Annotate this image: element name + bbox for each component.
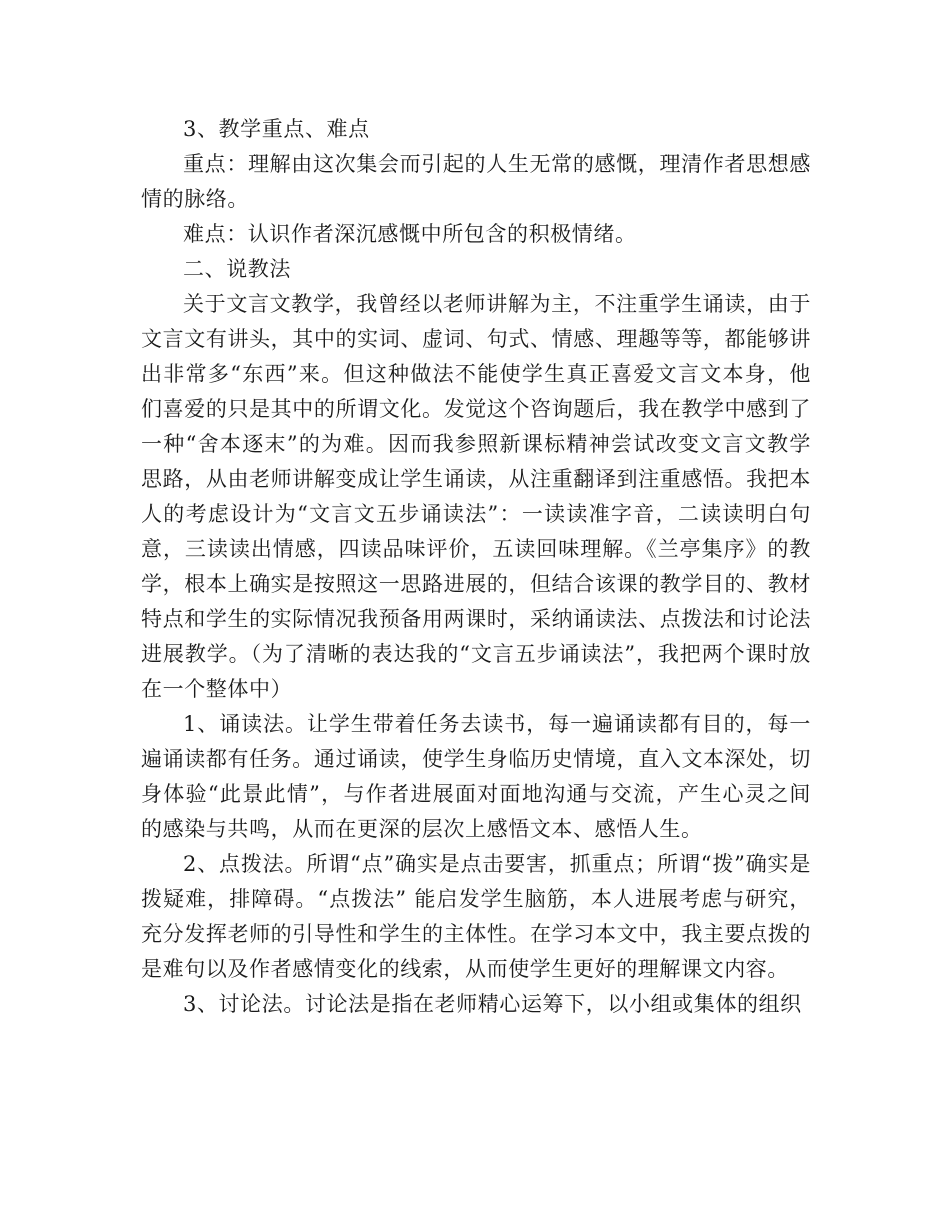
paragraph-recitation-method: 1、诵读法。让学生带着任务去读书，每一遍诵读都有目的，每一遍诵读都有任务。通过诵读，使学生身临历史情境，直入文本深处，切身体验“此景此情”，与作者进展面对面地沟通与交流，产生心灵之间的感染与共鸣，从而在更深的层次上感悟文本、感悟人生。 <box>141 712 811 841</box>
section-heading-teaching-focus: 3、教学重点、难点 <box>183 117 370 141</box>
paragraph-difficult-point: 难点：认识作者深沉感慨中所包含的积极情绪。 <box>183 222 637 246</box>
document-body <box>141 112 811 1022</box>
paragraph-discussion-method: 3、讨论法。讨论法是指在老师精心运筹下，以小组或集体的组织 <box>183 992 802 1016</box>
paragraph-guidance-method: 2、点拨法。所谓“点”确实是点击要害，抓重点；所谓“拨”确实是拨疑难，排障碍。“点拨法” 能启发学生脑筋，本人进展考虑与研究，充分发挥老师的引导性和学生的主体性。在学习本文中，我主要点拨的是难句以及作者感情变化的线索，从而使学生更好的理解课文内容。 <box>141 852 811 981</box>
section-heading-teaching-method: 二、说教法 <box>183 257 291 281</box>
paragraph-key-point: 重点：理解由这次集会而引起的人生无常的感慨，理清作者思想感情的脉络。 <box>141 152 811 211</box>
paragraph-classical-chinese-teaching: 关于文言文教学，我曾经以老师讲解为主，不注重学生诵读，由于文言文有讲头，其中的实词、虚词、句式、情感、理趣等等，都能够讲出非常多“东西”来。但这种做法不能使学生真正喜爱文言文本身，他们喜爱的只是其中的所谓文化。发觉这个咨询题后，我在教学中感到了一种“舍本逐末”的为难。因而我参照新课标精神尝试改变文言文教学思路，从由老师讲解变成让学生诵读，从注重翻译到注重感悟。我把本人的考虑设计为“文言文五步诵读法”：一读读准字音，二读读明白句意，三读读出情感，四读品味评价，五读回味理解。《兰亭集序》的教学，根本上确实是按照这一思路进展的，但结合该课的教学目的、教材特点和学生的实际情况我预备用两课时，采纳诵读法、点拨法和讨论法进展教学。（为了清晰的表达我的“文言五步诵读法”，我把两个课时放在一个整体中） <box>141 292 811 701</box>
